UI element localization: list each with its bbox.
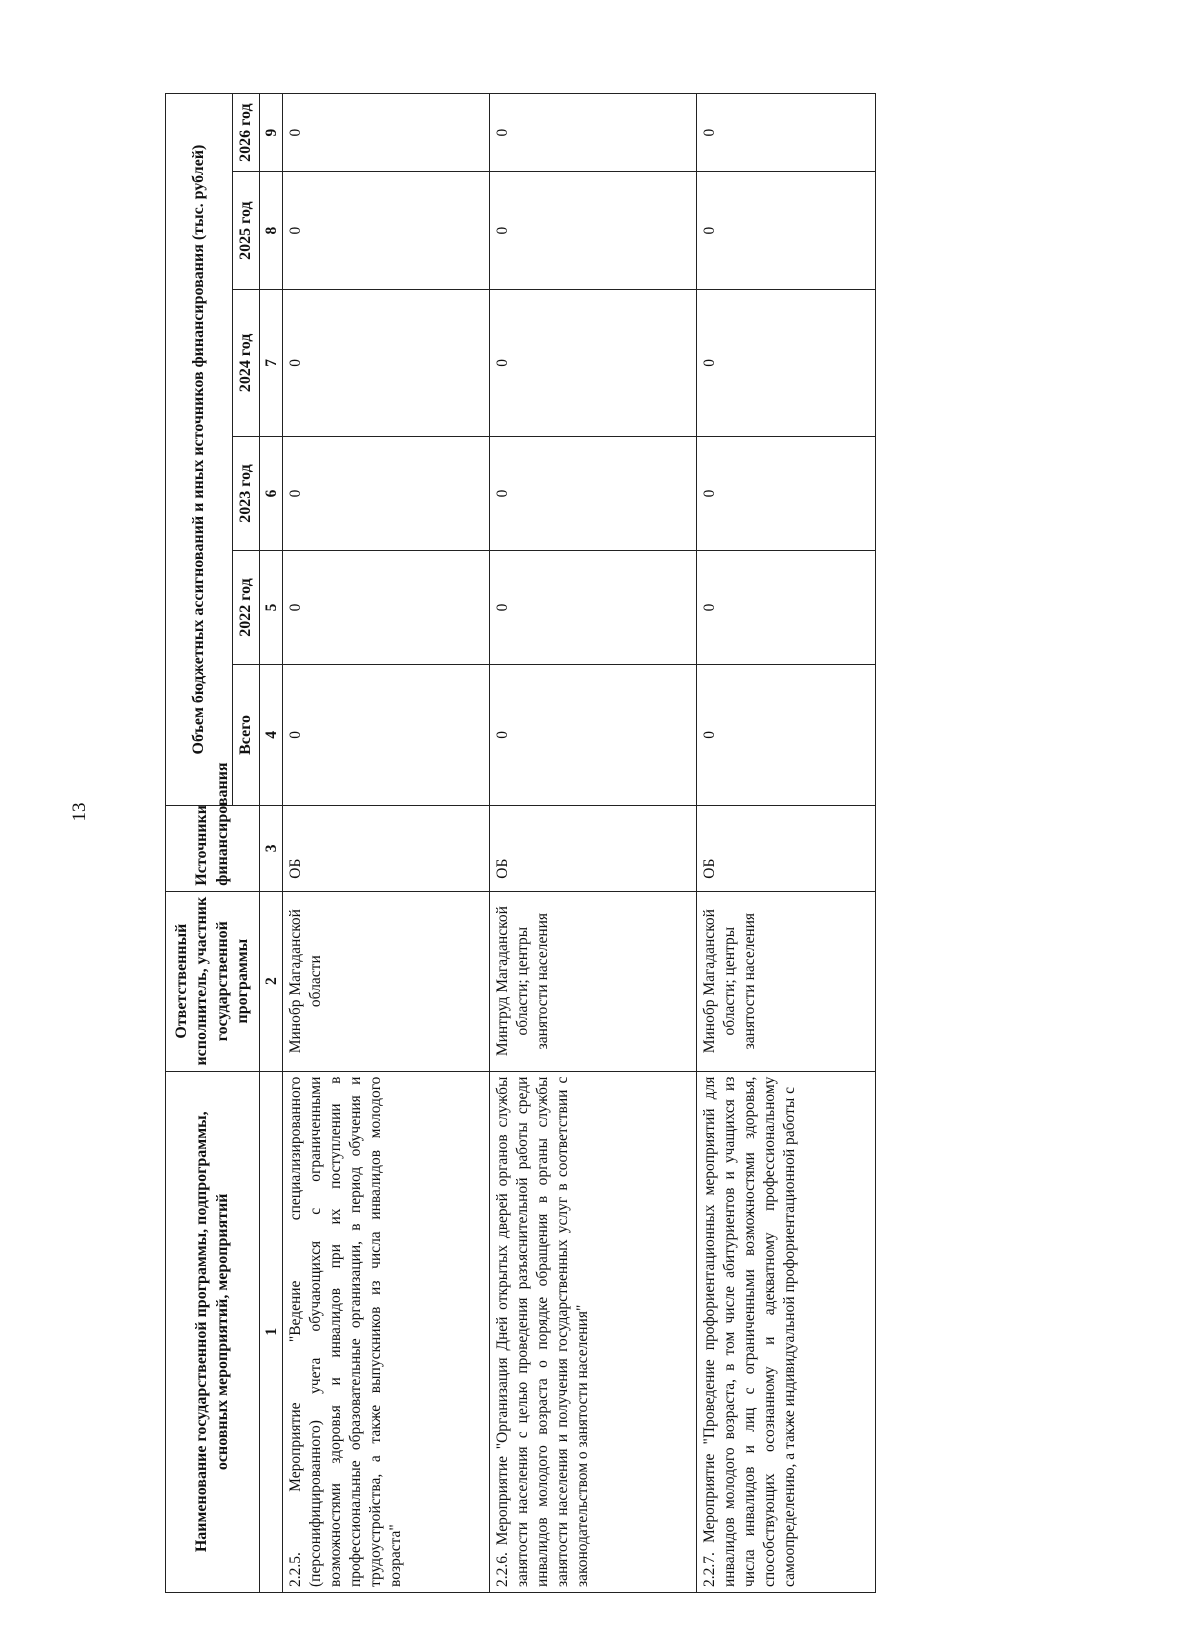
value-2024: 0 [697,290,876,437]
value-2024: 0 [283,290,490,437]
column-number: 1 [260,1071,283,1592]
header-funding: Объем бюджетных ассигнований и иных источников финансирования (тыс. рублей) [166,94,233,806]
header-row-top [166,94,233,1593]
value-2026: 0 [697,94,876,172]
value-total: 0 [283,664,490,805]
table-row [697,94,876,1593]
column-number: 8 [260,172,283,290]
value-total: 0 [490,664,697,805]
value-2024: 0 [490,290,697,437]
value-2025: 0 [697,172,876,290]
header-year-2026: 2026 год [233,94,260,172]
column-number: 2 [260,891,283,1071]
header-year-2023: 2023 год [233,436,260,551]
column-number: 5 [260,551,283,664]
executor-cell: Минтруд Магаданской области; центры занятости населения [490,891,697,1071]
value-2022: 0 [697,551,876,664]
header-total: Всего [233,664,260,805]
header-year-2022: 2022 год [233,551,260,664]
column-number: 9 [260,94,283,172]
source-cell: ОБ [283,806,490,892]
source-cell: ОБ [490,806,697,892]
page-number: 13 [69,802,90,822]
header-year-2025: 2025 год [233,172,260,290]
table-row [283,94,490,1593]
column-number: 6 [260,436,283,551]
column-number: 7 [260,290,283,437]
funding-table [165,93,876,1593]
value-2023: 0 [490,436,697,551]
executor-cell: Минобр Магаданской области; центры занятости населения [697,891,876,1071]
value-2023: 0 [697,436,876,551]
header-year-2024: 2024 год [233,290,260,437]
column-number-row [260,94,283,1593]
header-source: Источники финансирования [166,806,260,892]
activity-name: 2.2.7. Мероприятие "Проведение профориентационных мероприятий для инвалидов молодого возраста, в том числе абитуриентов и учащихся из числа инвалидов и лиц с ограниченными возможностями здоровья, способствующих осознанному и адекватному профессиональному самоопределению, а также индивидуальной профориентационной работы с [697,1071,876,1592]
value-2025: 0 [490,172,697,290]
activity-name: 2.2.6. Мероприятие "Организация Дней открытых дверей органов службы занятости населения с целью проведения разъяснительной работы среди инвалидов молодого возраста о порядке обращения в органы службы занятости населения и получения государственных услуг в соответствии с законодательством о занятости населения" [490,1071,697,1592]
rotated-table-wrapper [165,93,1065,1593]
column-number: 3 [260,806,283,892]
source-cell: ОБ [697,806,876,892]
value-2023: 0 [283,436,490,551]
header-executor: Ответственный исполнитель, участник государственной программы [166,891,260,1071]
executor-cell: Минобр Магаданской области [283,891,490,1071]
value-2022: 0 [283,551,490,664]
value-2025: 0 [283,172,490,290]
value-2026: 0 [283,94,490,172]
value-total: 0 [697,664,876,805]
header-name: Наименование государственной программы, подпрограммы, основных мероприятий, мероприятий [166,1071,260,1592]
value-2026: 0 [490,94,697,172]
column-number: 4 [260,664,283,805]
value-2022: 0 [490,551,697,664]
table-row [490,94,697,1593]
activity-name: 2.2.5. Мероприятие "Ведение специализированного (персонифицированного) учета обучающихся с ограниченными возможностями здоровья и инвалидов при их поступлении в профессиональные образовательные организации, в период обучения и трудоустройства, а также выпускников из числа инвалидов молодого возраста" [283,1071,490,1592]
